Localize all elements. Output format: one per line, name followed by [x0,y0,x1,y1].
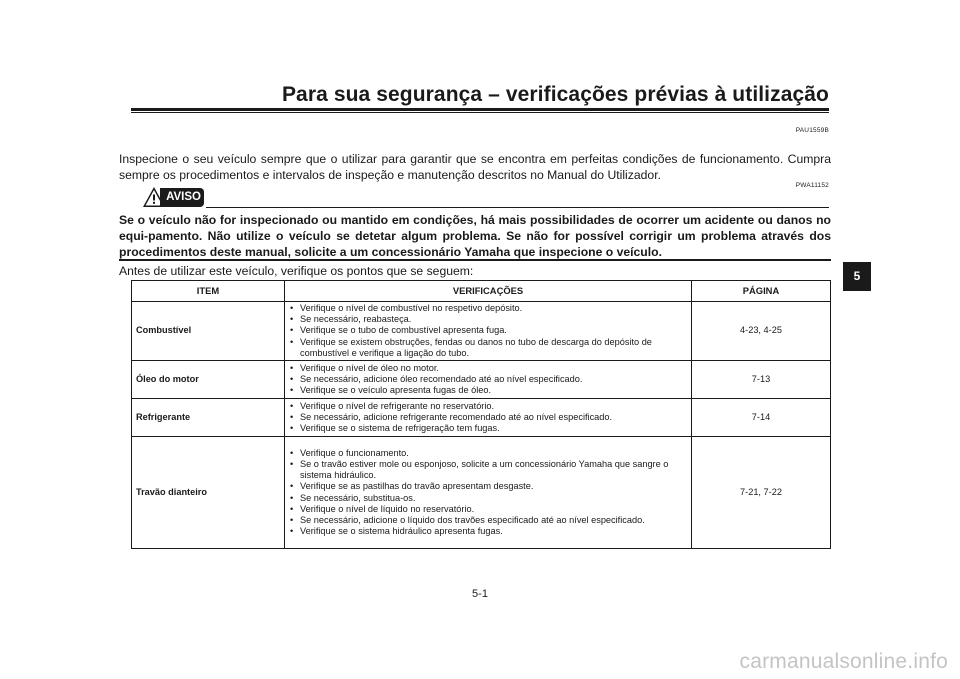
before-text: Antes de utilizar este veículo, verifique os pontos que se seguem: [119,264,474,278]
aviso-badge: AVISO [160,188,204,207]
page-number: 5-1 [472,588,488,600]
row-page: 7-14 [692,399,831,437]
check-item: • Se necessário, adicione o líquido dos travões especificado até ao nível especificado. [289,515,687,526]
check-item: • Verifique se o tubo de combustível apresenta fuga. [289,325,687,336]
check-item: • Verifique se o sistema hidráulico apresenta fugas. [289,526,687,537]
row-page: 7-13 [692,361,831,399]
row-item: Travão dianteiro [132,437,285,549]
section-code: PAU1559B [795,127,829,134]
check-item: • Verifique o nível de combustível no respetivo depósito. [289,303,687,314]
check-item: • Se necessário, adicione óleo recomendado até ao nível especificado. [289,374,687,385]
row-checks [285,302,692,361]
row-checks [285,361,692,399]
title-rule [131,108,829,111]
header-pagina: PÁGINA [692,281,831,302]
title-rule-thin [131,112,829,113]
header-item: ITEM [132,281,285,302]
header-verificacoes: VERIFICAÇÕES [285,281,692,302]
row-item: Óleo do motor [132,361,285,399]
check-item: • Se necessário, reabasteça. [289,314,687,325]
table-row [132,302,831,361]
row-page: 4-23, 4-25 [692,302,831,361]
intro-paragraph: Inspecione o seu veículo sempre que o utilizar para garantir que se encontra em perfeitas condições de funcionamento. Cumpra sempre os procedimentos e intervalos de inspeção e manutenção descritos no Manual do Utilizador. [119,152,831,182]
table-row [132,399,831,437]
check-item: • Verifique se o sistema de refrigeração tem fugas. [289,423,687,434]
check-item: • Verifique o nível de refrigerante no reservatório. [289,401,687,412]
check-item: • Verifique o nível de líquido no reservatório. [289,504,687,515]
check-item: • Se o travão estiver mole ou esponjoso, solicite a um concessionário Yamaha que sangre o sistema hidráulico. [289,459,687,481]
check-item: • Se necessário, adicione refrigerante recomendado até ao nível especificado. [289,412,687,423]
check-item: • Verifique se existem obstruções, fendas ou danos no tubo de descarga do depósito de combustível e verifique a ligação do tubo. [289,337,687,359]
table-header-row [132,281,831,302]
row-item: Combustível [132,302,285,361]
page-title: Para sua segurança – verificações prévias à utilização [281,83,829,106]
row-item: Refrigerante [132,399,285,437]
row-page: 7-21, 7-22 [692,437,831,549]
warning-rule [119,259,831,261]
check-item: • Verifique o funcionamento. [289,448,687,459]
check-item: • Verifique se o veículo apresenta fugas de óleo. [289,385,687,396]
check-item: • Se necessário, substitua-os. [289,493,687,504]
watermark: carmanualsonline.info [739,650,948,673]
row-checks [285,399,692,437]
check-item: • Verifique o nível de óleo no motor. [289,363,687,374]
chapter-tab: 5 [843,262,871,291]
check-item: • Verifique se as pastilhas do travão apresentam desgaste. [289,481,687,492]
table-row [132,361,831,399]
row-checks [285,437,692,549]
table-row [132,437,831,549]
aviso-code: PWA11152 [795,182,829,189]
warning-text: Se o veículo não for inspecionado ou mantido em condições, há mais possibilidades de ocorrer um acidente ou danos no equi-pamento. Não utilize o veículo se detetar algum problema. Se não for possível corrigir um problema através dos procedimentos deste manual, solicite a um concessionário Yamaha que inspecione o veículo. [119,213,831,259]
aviso-rule [206,207,829,208]
checks-table [131,280,831,549]
